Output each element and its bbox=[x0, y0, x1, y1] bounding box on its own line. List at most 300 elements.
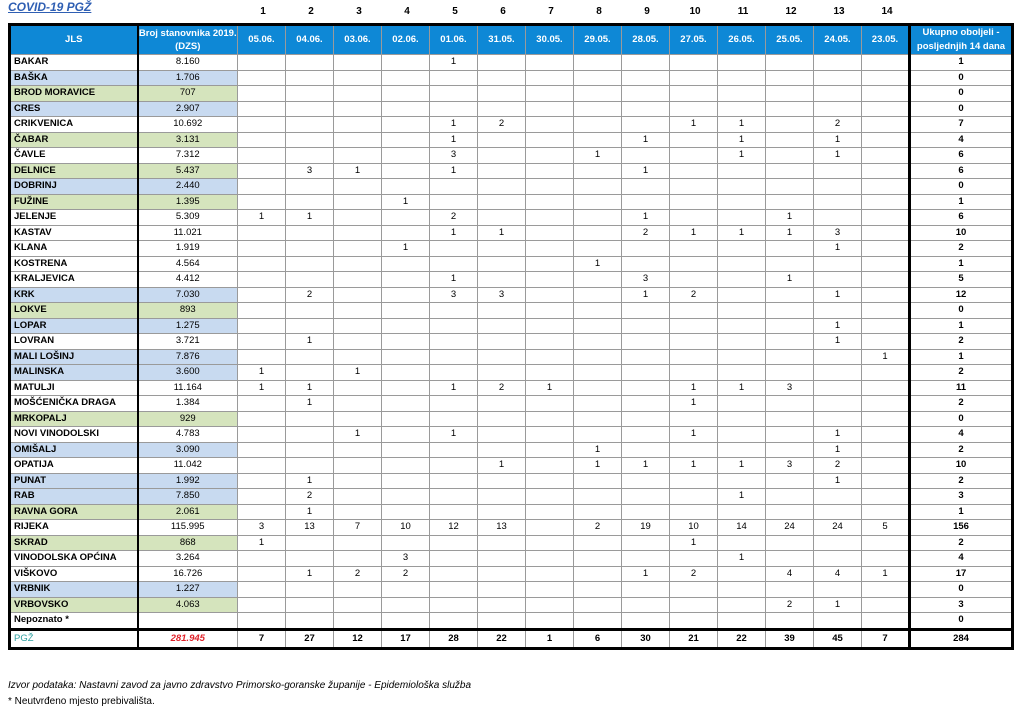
case-cell: 3 bbox=[430, 287, 478, 303]
case-cell bbox=[862, 210, 910, 226]
case-cell: 1 bbox=[286, 210, 334, 226]
jls-name: FUŽINE bbox=[10, 194, 138, 210]
case-cell bbox=[862, 396, 910, 412]
jls-name: PGŽ bbox=[10, 629, 138, 648]
jls-name: RIJEKA bbox=[10, 520, 138, 536]
case-cell: 1 bbox=[286, 334, 334, 350]
population-cell: 1.227 bbox=[138, 582, 238, 598]
case-cell bbox=[622, 194, 670, 210]
table-row bbox=[10, 458, 1013, 474]
jls-name: DELNICE bbox=[10, 163, 138, 179]
case-cell: 1 bbox=[814, 597, 862, 613]
case-cell bbox=[430, 303, 478, 319]
case-cell: 3 bbox=[478, 287, 526, 303]
case-cell bbox=[862, 86, 910, 102]
case-cell bbox=[286, 70, 334, 86]
case-cell bbox=[382, 70, 430, 86]
case-cell bbox=[718, 86, 766, 102]
case-cell bbox=[526, 365, 574, 381]
column-number: 8 bbox=[596, 6, 602, 17]
population-cell: 11.021 bbox=[138, 225, 238, 241]
case-cell: 1 bbox=[334, 427, 382, 443]
case-cell bbox=[718, 427, 766, 443]
case-cell bbox=[862, 504, 910, 520]
case-cell bbox=[814, 256, 862, 272]
case-cell bbox=[862, 163, 910, 179]
case-cell bbox=[862, 613, 910, 630]
case-cell bbox=[334, 597, 382, 613]
header-date: 29.05. bbox=[574, 25, 622, 55]
total-cell: 0 bbox=[910, 86, 1013, 102]
case-cell bbox=[478, 396, 526, 412]
case-cell bbox=[814, 179, 862, 195]
population-cell: 115.995 bbox=[138, 520, 238, 536]
header-date: 25.05. bbox=[766, 25, 814, 55]
total-cell: 4 bbox=[910, 427, 1013, 443]
case-cell bbox=[382, 55, 430, 71]
case-cell bbox=[238, 318, 286, 334]
case-cell bbox=[238, 613, 286, 630]
case-cell: 1 bbox=[862, 349, 910, 365]
case-cell bbox=[526, 411, 574, 427]
case-cell: 1 bbox=[622, 566, 670, 582]
case-cell bbox=[382, 597, 430, 613]
case-cell: 3 bbox=[622, 272, 670, 288]
case-cell: 1 bbox=[430, 225, 478, 241]
case-cell bbox=[382, 365, 430, 381]
case-cell bbox=[718, 566, 766, 582]
total-cell: 0 bbox=[910, 613, 1013, 630]
case-cell bbox=[430, 473, 478, 489]
case-cell bbox=[334, 411, 382, 427]
case-cell bbox=[478, 411, 526, 427]
case-cell bbox=[430, 535, 478, 551]
jls-name: KRALJEVICA bbox=[10, 272, 138, 288]
case-cell bbox=[382, 163, 430, 179]
table-row bbox=[10, 86, 1013, 102]
jls-name: OMIŠALJ bbox=[10, 442, 138, 458]
jls-name: JELENJE bbox=[10, 210, 138, 226]
case-cell: 1 bbox=[622, 163, 670, 179]
case-cell: 1 bbox=[286, 380, 334, 396]
column-number: 11 bbox=[737, 6, 749, 17]
total-cell: 10 bbox=[910, 458, 1013, 474]
population-cell: 4.063 bbox=[138, 597, 238, 613]
case-cell bbox=[670, 132, 718, 148]
case-cell: 1 bbox=[670, 117, 718, 133]
table-row bbox=[10, 597, 1013, 613]
case-cell: 6 bbox=[574, 629, 622, 648]
case-cell bbox=[814, 55, 862, 71]
total-cell: 0 bbox=[910, 101, 1013, 117]
case-cell bbox=[238, 70, 286, 86]
case-cell bbox=[862, 535, 910, 551]
case-cell bbox=[766, 86, 814, 102]
case-cell bbox=[814, 349, 862, 365]
total-cell: 0 bbox=[910, 582, 1013, 598]
case-cell bbox=[430, 597, 478, 613]
case-cell bbox=[238, 504, 286, 520]
case-cell bbox=[238, 582, 286, 598]
case-cell: 22 bbox=[718, 629, 766, 648]
case-cell: 1 bbox=[862, 566, 910, 582]
case-cell bbox=[718, 504, 766, 520]
table-row bbox=[10, 411, 1013, 427]
case-cell bbox=[334, 535, 382, 551]
population-cell: 5.309 bbox=[138, 210, 238, 226]
case-cell bbox=[862, 194, 910, 210]
case-cell: 1 bbox=[382, 241, 430, 257]
case-cell bbox=[574, 489, 622, 505]
jls-name: KRK bbox=[10, 287, 138, 303]
jls-name: VRBOVSKO bbox=[10, 597, 138, 613]
population-cell: 893 bbox=[138, 303, 238, 319]
case-cell: 19 bbox=[622, 520, 670, 536]
case-cell bbox=[862, 117, 910, 133]
case-cell bbox=[286, 117, 334, 133]
case-cell bbox=[478, 272, 526, 288]
case-cell bbox=[766, 396, 814, 412]
header-date: 27.05. bbox=[670, 25, 718, 55]
total-cell: 1 bbox=[910, 55, 1013, 71]
case-cell bbox=[526, 349, 574, 365]
total-cell: 284 bbox=[910, 629, 1013, 648]
case-cell: 2 bbox=[382, 566, 430, 582]
total-cell: 2 bbox=[910, 535, 1013, 551]
case-cell: 1 bbox=[430, 380, 478, 396]
case-cell bbox=[526, 442, 574, 458]
case-cell bbox=[766, 613, 814, 630]
case-cell: 1 bbox=[718, 117, 766, 133]
table-row bbox=[10, 551, 1013, 567]
case-cell bbox=[814, 396, 862, 412]
table-row bbox=[10, 334, 1013, 350]
column-number: 3 bbox=[356, 6, 362, 17]
case-cell bbox=[718, 396, 766, 412]
jls-name: ČABAR bbox=[10, 132, 138, 148]
case-cell bbox=[286, 225, 334, 241]
case-cell bbox=[286, 582, 334, 598]
case-cell bbox=[526, 303, 574, 319]
case-cell: 2 bbox=[766, 597, 814, 613]
case-cell bbox=[238, 86, 286, 102]
case-cell bbox=[430, 179, 478, 195]
case-cell bbox=[430, 194, 478, 210]
case-cell: 2 bbox=[622, 225, 670, 241]
case-cell bbox=[670, 473, 718, 489]
case-cell bbox=[238, 225, 286, 241]
table-row bbox=[10, 489, 1013, 505]
case-cell bbox=[622, 179, 670, 195]
case-cell bbox=[382, 318, 430, 334]
case-cell bbox=[526, 597, 574, 613]
header-date: 26.05. bbox=[718, 25, 766, 55]
case-cell bbox=[334, 55, 382, 71]
total-cell: 2 bbox=[910, 365, 1013, 381]
case-cell: 1 bbox=[670, 427, 718, 443]
column-number: 13 bbox=[833, 6, 845, 17]
case-cell bbox=[766, 473, 814, 489]
population-cell: 3.600 bbox=[138, 365, 238, 381]
case-cell bbox=[862, 256, 910, 272]
case-cell bbox=[430, 318, 478, 334]
case-cell bbox=[862, 303, 910, 319]
case-cell bbox=[622, 411, 670, 427]
case-cell bbox=[382, 427, 430, 443]
case-cell bbox=[430, 582, 478, 598]
jls-name: LOVRAN bbox=[10, 334, 138, 350]
case-cell bbox=[334, 70, 382, 86]
case-cell bbox=[382, 442, 430, 458]
case-cell bbox=[622, 613, 670, 630]
case-cell bbox=[718, 349, 766, 365]
case-cell bbox=[382, 473, 430, 489]
jls-name: ČAVLE bbox=[10, 148, 138, 164]
case-cell bbox=[478, 473, 526, 489]
jls-name: PUNAT bbox=[10, 473, 138, 489]
population-cell bbox=[138, 613, 238, 630]
population-cell: 4.564 bbox=[138, 256, 238, 272]
population-cell: 3.090 bbox=[138, 442, 238, 458]
table-row bbox=[10, 70, 1013, 86]
case-cell: 1 bbox=[238, 365, 286, 381]
case-cell bbox=[622, 396, 670, 412]
case-cell bbox=[574, 225, 622, 241]
case-cell bbox=[718, 70, 766, 86]
table-row bbox=[10, 582, 1013, 598]
case-cell bbox=[862, 380, 910, 396]
case-cell: 3 bbox=[766, 458, 814, 474]
case-cell: 1 bbox=[670, 225, 718, 241]
case-cell: 2 bbox=[286, 489, 334, 505]
case-cell bbox=[862, 101, 910, 117]
case-cell bbox=[670, 163, 718, 179]
case-cell: 10 bbox=[382, 520, 430, 536]
case-cell bbox=[478, 349, 526, 365]
case-cell: 1 bbox=[622, 210, 670, 226]
column-number: 14 bbox=[881, 6, 893, 17]
case-cell bbox=[814, 535, 862, 551]
case-cell bbox=[766, 411, 814, 427]
case-cell bbox=[238, 473, 286, 489]
case-cell bbox=[622, 365, 670, 381]
case-cell bbox=[334, 334, 382, 350]
case-cell bbox=[478, 427, 526, 443]
case-cell bbox=[526, 256, 574, 272]
case-cell bbox=[382, 148, 430, 164]
case-cell bbox=[238, 334, 286, 350]
table-row bbox=[10, 613, 1013, 630]
case-cell bbox=[526, 613, 574, 630]
case-cell bbox=[238, 303, 286, 319]
case-cell bbox=[814, 194, 862, 210]
case-cell bbox=[334, 86, 382, 102]
case-cell bbox=[526, 520, 574, 536]
case-cell bbox=[382, 210, 430, 226]
case-cell bbox=[766, 101, 814, 117]
case-cell: 2 bbox=[478, 117, 526, 133]
case-cell bbox=[286, 427, 334, 443]
case-cell bbox=[478, 334, 526, 350]
case-cell: 28 bbox=[430, 629, 478, 648]
case-cell bbox=[862, 272, 910, 288]
case-cell: 1 bbox=[718, 458, 766, 474]
case-cell: 1 bbox=[574, 442, 622, 458]
case-cell: 13 bbox=[478, 520, 526, 536]
case-cell bbox=[862, 132, 910, 148]
case-cell bbox=[574, 117, 622, 133]
case-cell bbox=[526, 396, 574, 412]
case-cell bbox=[670, 613, 718, 630]
population-cell: 7.312 bbox=[138, 148, 238, 164]
case-cell bbox=[334, 225, 382, 241]
total-cell: 17 bbox=[910, 566, 1013, 582]
total-cell: 10 bbox=[910, 225, 1013, 241]
case-cell: 1 bbox=[766, 210, 814, 226]
case-cell bbox=[718, 287, 766, 303]
column-number: 5 bbox=[452, 6, 458, 17]
total-cell: 1 bbox=[910, 349, 1013, 365]
case-cell bbox=[670, 489, 718, 505]
case-cell bbox=[526, 101, 574, 117]
case-cell bbox=[286, 597, 334, 613]
case-cell bbox=[286, 411, 334, 427]
case-cell bbox=[526, 582, 574, 598]
case-cell bbox=[238, 55, 286, 71]
case-cell: 1 bbox=[814, 241, 862, 257]
case-cell bbox=[718, 365, 766, 381]
case-cell bbox=[574, 70, 622, 86]
header-date: 28.05. bbox=[622, 25, 670, 55]
population-cell: 281.945 bbox=[138, 629, 238, 648]
case-cell bbox=[814, 582, 862, 598]
table-row bbox=[10, 473, 1013, 489]
case-cell: 12 bbox=[430, 520, 478, 536]
case-cell bbox=[238, 287, 286, 303]
case-cell bbox=[718, 303, 766, 319]
table-row bbox=[10, 349, 1013, 365]
table-row bbox=[10, 210, 1013, 226]
case-cell bbox=[670, 334, 718, 350]
case-cell bbox=[574, 55, 622, 71]
case-cell: 1 bbox=[478, 225, 526, 241]
population-cell: 868 bbox=[138, 535, 238, 551]
case-cell: 2 bbox=[478, 380, 526, 396]
case-cell bbox=[286, 256, 334, 272]
case-cell bbox=[718, 411, 766, 427]
table-row bbox=[10, 148, 1013, 164]
case-cell bbox=[622, 334, 670, 350]
table-row bbox=[10, 380, 1013, 396]
case-cell bbox=[574, 163, 622, 179]
jls-name: MALI LOŠINJ bbox=[10, 349, 138, 365]
case-cell bbox=[334, 256, 382, 272]
case-cell bbox=[862, 55, 910, 71]
case-cell bbox=[334, 380, 382, 396]
case-cell bbox=[622, 117, 670, 133]
case-cell bbox=[478, 489, 526, 505]
case-cell: 1 bbox=[718, 148, 766, 164]
case-cell bbox=[430, 489, 478, 505]
case-cell bbox=[382, 334, 430, 350]
table-row bbox=[10, 629, 1013, 648]
case-cell bbox=[286, 55, 334, 71]
case-cell bbox=[766, 427, 814, 443]
table-row bbox=[10, 179, 1013, 195]
header-date: 03.06. bbox=[334, 25, 382, 55]
jls-name: Nepoznato * bbox=[10, 613, 138, 630]
population-cell: 11.164 bbox=[138, 380, 238, 396]
case-cell bbox=[382, 349, 430, 365]
case-cell bbox=[862, 442, 910, 458]
case-cell bbox=[622, 489, 670, 505]
header-date: 30.05. bbox=[526, 25, 574, 55]
case-cell bbox=[718, 55, 766, 71]
case-cell: 1 bbox=[718, 225, 766, 241]
case-cell bbox=[238, 132, 286, 148]
case-cell bbox=[478, 179, 526, 195]
total-cell: 6 bbox=[910, 210, 1013, 226]
table-row bbox=[10, 225, 1013, 241]
case-cell bbox=[238, 194, 286, 210]
case-cell bbox=[670, 241, 718, 257]
case-cell bbox=[574, 101, 622, 117]
jls-name: LOPAR bbox=[10, 318, 138, 334]
jls-name: BAKAR bbox=[10, 55, 138, 71]
column-number: 4 bbox=[404, 6, 410, 17]
case-cell bbox=[334, 349, 382, 365]
case-cell bbox=[334, 148, 382, 164]
total-cell: 0 bbox=[910, 303, 1013, 319]
case-cell: 1 bbox=[718, 489, 766, 505]
case-cell bbox=[670, 504, 718, 520]
case-cell bbox=[766, 365, 814, 381]
case-cell bbox=[238, 489, 286, 505]
case-cell bbox=[718, 597, 766, 613]
case-cell: 1 bbox=[814, 442, 862, 458]
total-cell: 6 bbox=[910, 163, 1013, 179]
case-cell: 1 bbox=[670, 458, 718, 474]
case-cell bbox=[766, 504, 814, 520]
case-cell bbox=[286, 365, 334, 381]
header-population: Broj stanovnika 2019. (DZS) bbox=[138, 25, 238, 55]
case-cell bbox=[718, 535, 766, 551]
case-cell bbox=[862, 427, 910, 443]
case-cell bbox=[526, 132, 574, 148]
case-cell bbox=[430, 566, 478, 582]
case-cell bbox=[766, 334, 814, 350]
case-cell: 7 bbox=[862, 629, 910, 648]
case-cell bbox=[622, 442, 670, 458]
case-cell bbox=[334, 504, 382, 520]
case-cell bbox=[574, 582, 622, 598]
case-cell: 2 bbox=[814, 117, 862, 133]
case-cell bbox=[382, 613, 430, 630]
case-cell bbox=[430, 70, 478, 86]
case-cell bbox=[478, 163, 526, 179]
case-cell bbox=[622, 597, 670, 613]
population-cell: 7.030 bbox=[138, 287, 238, 303]
case-cell: 7 bbox=[334, 520, 382, 536]
total-cell: 4 bbox=[910, 551, 1013, 567]
case-cell bbox=[334, 442, 382, 458]
jls-name: MALINSKA bbox=[10, 365, 138, 381]
case-cell: 24 bbox=[766, 520, 814, 536]
case-cell bbox=[286, 132, 334, 148]
case-cell bbox=[526, 566, 574, 582]
case-cell bbox=[430, 458, 478, 474]
case-cell bbox=[670, 70, 718, 86]
